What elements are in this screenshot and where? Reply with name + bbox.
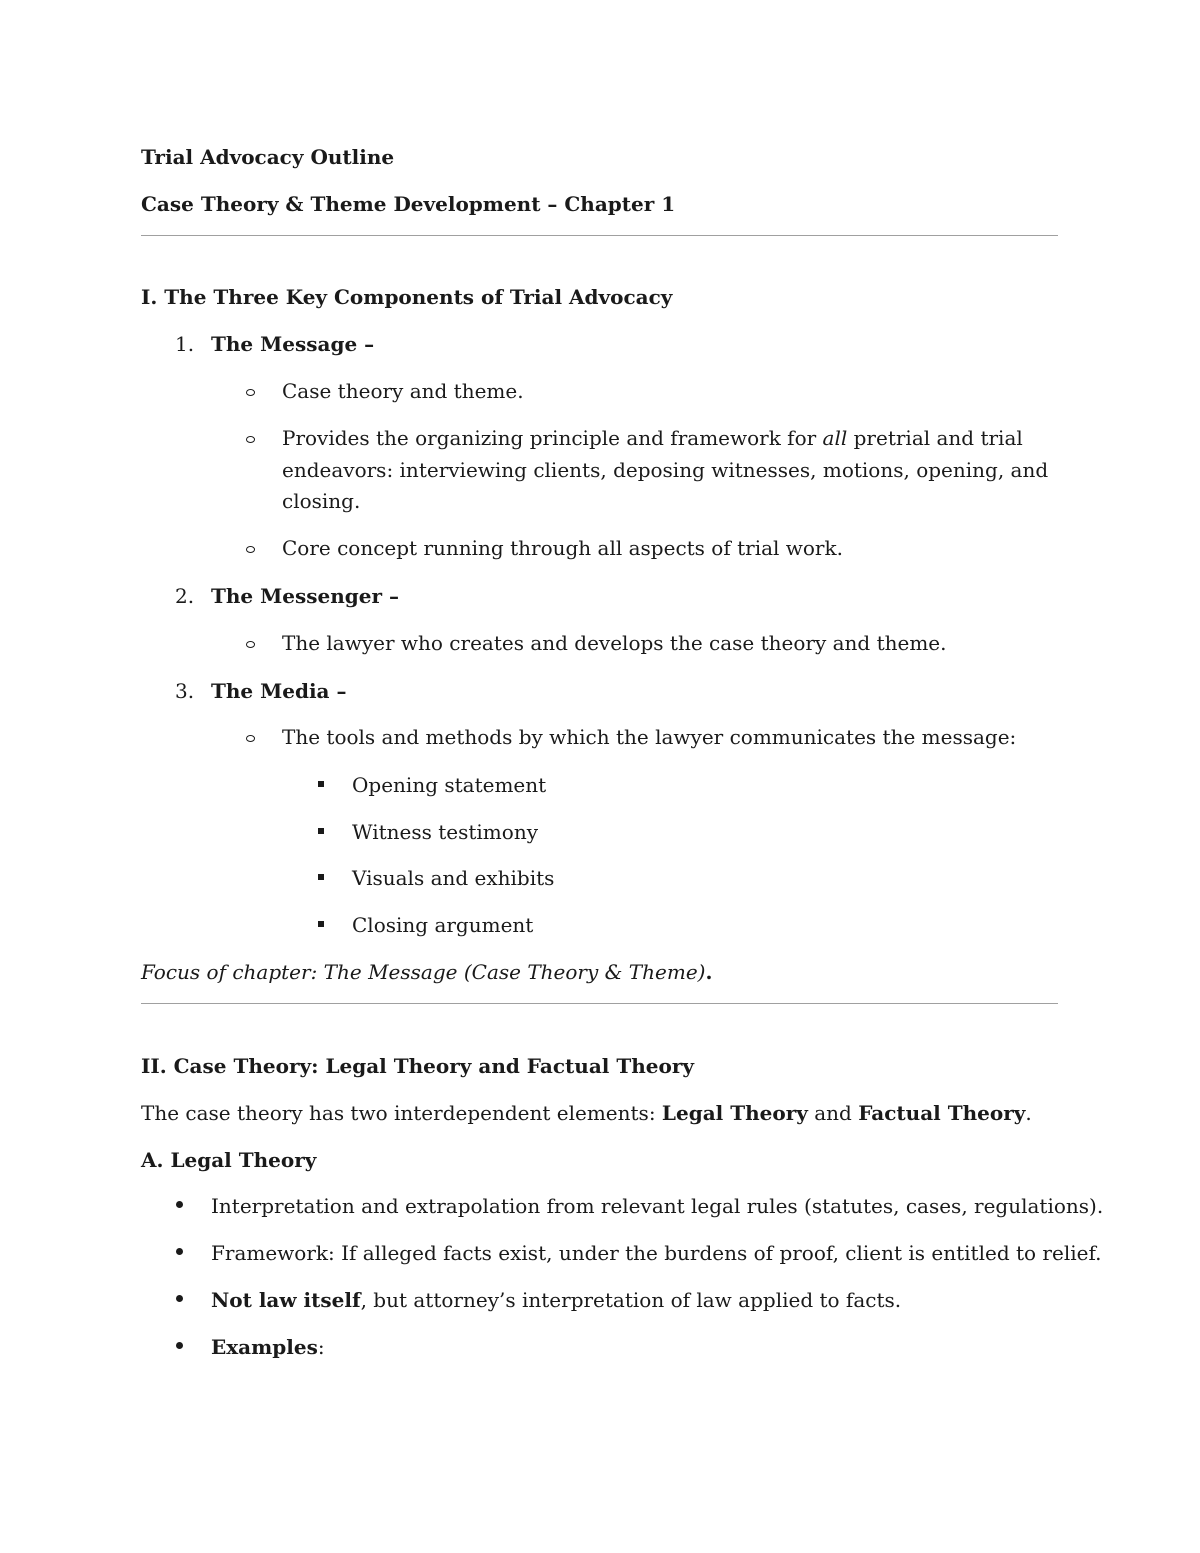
list-item-continuation: closing. xyxy=(282,489,361,513)
list-item: Not law itself, but attorney’s interpretation of law applied to facts. xyxy=(211,1288,902,1312)
circle-bullet-icon xyxy=(246,546,255,553)
circle-bullet-icon xyxy=(246,436,255,443)
square-bullet-icon xyxy=(318,921,324,927)
circle-bullet-icon xyxy=(246,641,255,648)
section-heading: II. Case Theory: Legal Theory and Factual Theory xyxy=(141,1054,694,1078)
list-item-label: The Messenger – xyxy=(211,584,399,608)
circle-bullet-icon xyxy=(246,389,255,396)
circle-bullet-icon xyxy=(246,735,255,742)
list-item: Framework: If alleged facts exist, under the burdens of proof, client is entitled to relief. xyxy=(211,1241,1102,1265)
list-item: The tools and methods by which the lawyer communicates the message: xyxy=(282,725,1017,749)
divider xyxy=(141,235,1058,236)
list-item: Examples: xyxy=(211,1335,325,1359)
square-bullet-icon xyxy=(318,828,324,834)
divider xyxy=(141,1003,1058,1004)
focus-note: Focus of chapter: The Message (Case Theory & Theme). xyxy=(141,960,713,984)
bullet-icon xyxy=(176,1295,183,1302)
list-number: 3. xyxy=(175,679,195,703)
list-item: Interpretation and extrapolation from relevant legal rules (statutes, cases, regulations). xyxy=(211,1194,1104,1218)
square-bullet-icon xyxy=(318,874,324,880)
sub-list-item: Witness testimony xyxy=(352,820,538,844)
list-item: Case theory and theme. xyxy=(282,379,524,403)
square-bullet-icon xyxy=(318,781,324,787)
sub-list-item: Opening statement xyxy=(352,773,547,797)
list-item-continuation: endeavors: interviewing clients, deposing witnesses, motions, opening, and xyxy=(282,458,1049,482)
list-number: 2. xyxy=(175,584,195,608)
paragraph: The case theory has two interdependent elements: Legal Theory and Factual Theory. xyxy=(141,1101,1032,1125)
sub-list-item: Visuals and exhibits xyxy=(352,866,555,890)
list-item-label: The Message – xyxy=(211,332,375,356)
bullet-icon xyxy=(176,1342,183,1349)
list-item: Provides the organizing principle and framework for all pretrial and trial xyxy=(282,426,1023,450)
sub-heading: A. Legal Theory xyxy=(141,1148,317,1172)
list-item-label: The Media – xyxy=(211,679,347,703)
bullet-icon xyxy=(176,1201,183,1208)
list-item: Core concept running through all aspects of trial work. xyxy=(282,536,843,560)
list-number: 1. xyxy=(175,332,195,356)
list-item: The lawyer who creates and develops the case theory and theme. xyxy=(282,631,947,655)
section-heading: I. The Three Key Components of Trial Advocacy xyxy=(141,285,673,309)
sub-list-item: Closing argument xyxy=(352,913,534,937)
document-title: Trial Advocacy Outline xyxy=(141,145,395,169)
document-subtitle: Case Theory & Theme Development – Chapter 1 xyxy=(141,192,676,216)
bullet-icon xyxy=(176,1248,183,1255)
